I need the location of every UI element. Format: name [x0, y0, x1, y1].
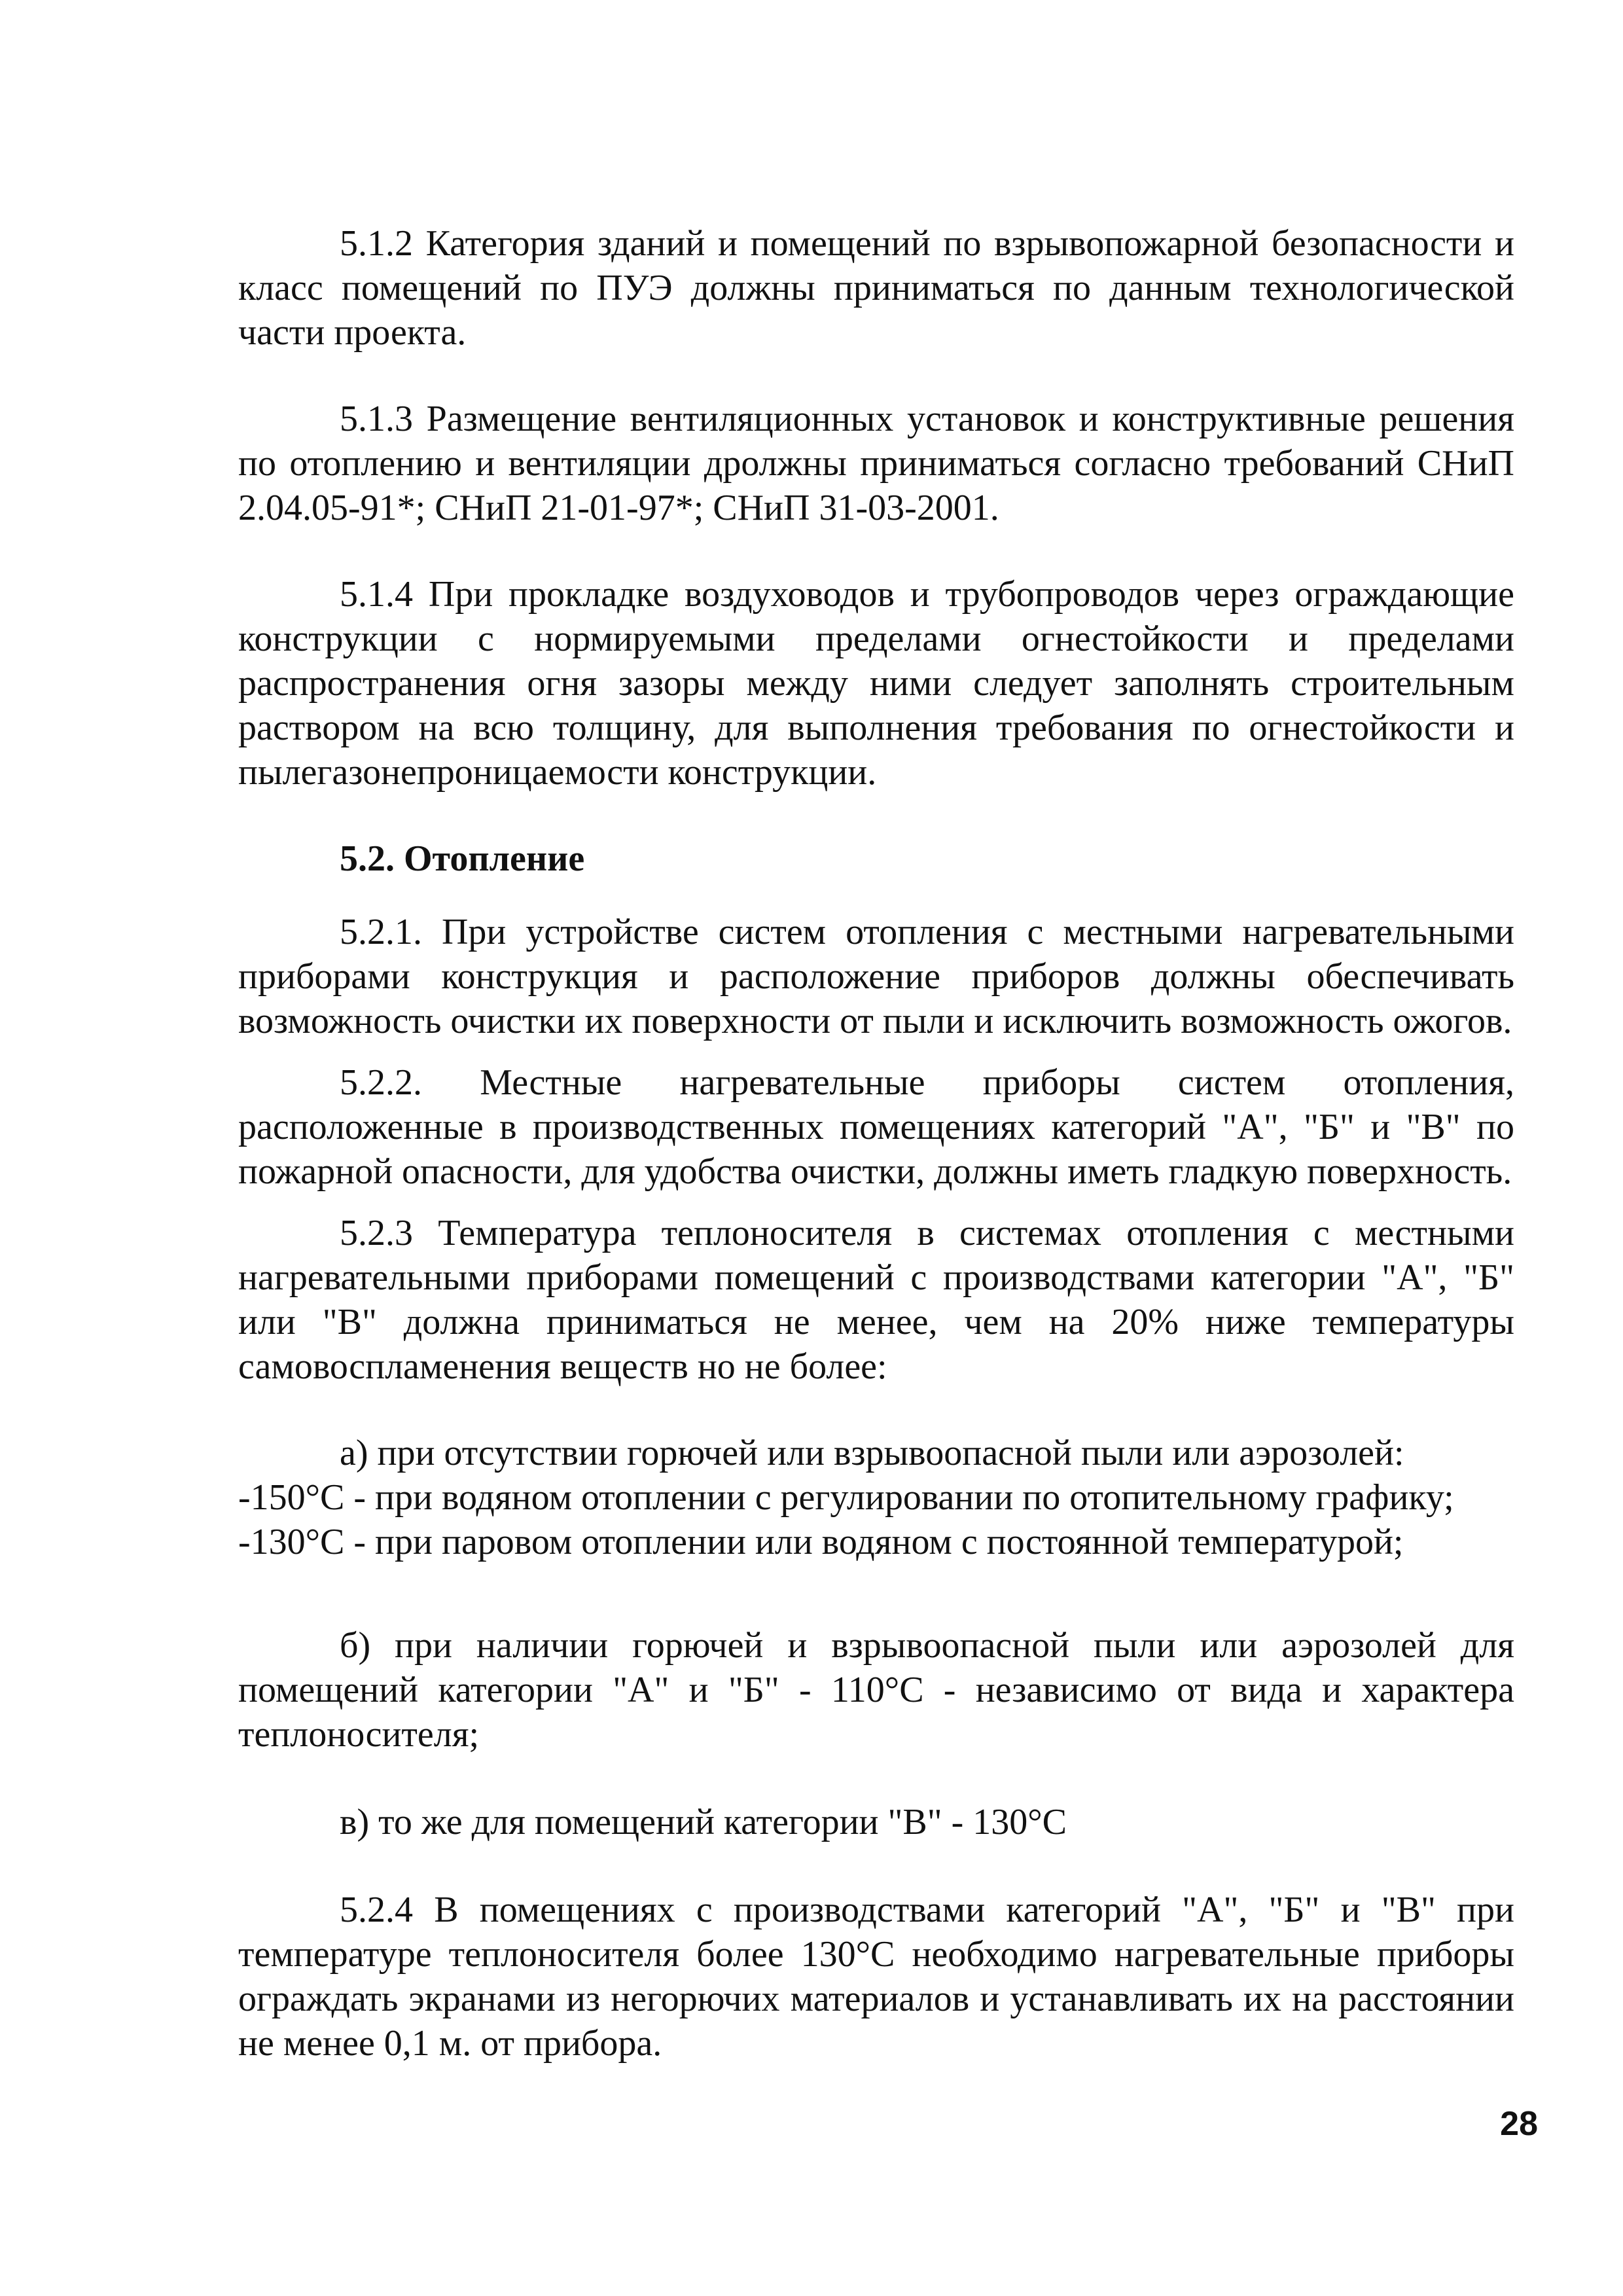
- item-a-150: -150°С - при водяном отоплении с регулировании по отопительному графику;: [238, 1477, 1454, 1518]
- paragraph-5-2-3: 5.2.3 Температура теплоносителя в системах отопления с местными нагревательными приборами помещений с производствами категории "А", "Б" или "В" должна приниматься не менее, чем на 20% ниже температуры самовоспламенения веществ но не более:: [238, 1213, 1514, 1387]
- paragraph-5-1-2: 5.1.2 Категория зданий и помещений по взрывопожарной безопасности и класс помещений по ПУЭ должны приниматься по данным технологической части проекта.: [238, 223, 1514, 353]
- paragraph-5-2-4: 5.2.4 В помещениях с производствами категорий "А", "Б" и "В" при температуре теплоносителя более 130°С необходимо нагревательные приборы ограждать экранами из негорючих материалов и устанавливать их на расстоянии не менее 0,1 м. от прибора.: [238, 1890, 1514, 2064]
- item-a-130: -130°С - при паровом отоплении или водяном с постоянной температурой;: [238, 1522, 1404, 1562]
- page-body: [238, 221, 1514, 2108]
- paragraph-5-1-3: 5.1.3 Размещение вентиляционных установок и конструктивные решения по отоплению и вентиляции дролжны приниматься согласно требований СНиП 2.04.05-91*; СНиП 21-01-97*; СНиП 31-03-2001.: [238, 399, 1514, 528]
- page-number: 28: [1500, 2105, 1538, 2143]
- paragraph-5-2-2: 5.2.2. Местные нагревательные приборы систем отопления, расположенные в производственных помещениях категорий "А", "Б" и "В" по пожарной опасности, для удобства очистки, должны иметь гладкую поверхность.: [238, 1062, 1514, 1192]
- paragraph-5-2-1: 5.2.1. При устройстве систем отопления с местными нагревательными приборами конструкция и расположение приборов должны обеспечивать возможность очистки их поверхности от пыли и исключить возможность ожогов.: [238, 912, 1514, 1041]
- section-heading-heating: 5.2. Отопление: [340, 838, 585, 879]
- item-b: б) при наличии горючей и взрывоопасной пыли или аэрозолей для помещений категории "А" и "Б" - 110°С - независимо от вида и характера теплоносителя;: [238, 1625, 1514, 1755]
- paragraph-5-1-4: 5.1.4 При прокладке воздуховодов и трубопроводов через ограждающие конструкции с нормируемыми пределами огнестойкости и пределами распространения огня зазоры между ними следует заполнять строительным раствором на всю толщину, для выполнения требования по огнестойкости и пылегазонепроницаемости конструкции.: [238, 574, 1514, 793]
- item-a-intro: а) при отсутствии горючей или взрывоопасной пыли или аэрозолей:: [340, 1433, 1404, 1473]
- item-v: в) то же для помещений категории "В" - 130°С: [340, 1802, 1067, 1842]
